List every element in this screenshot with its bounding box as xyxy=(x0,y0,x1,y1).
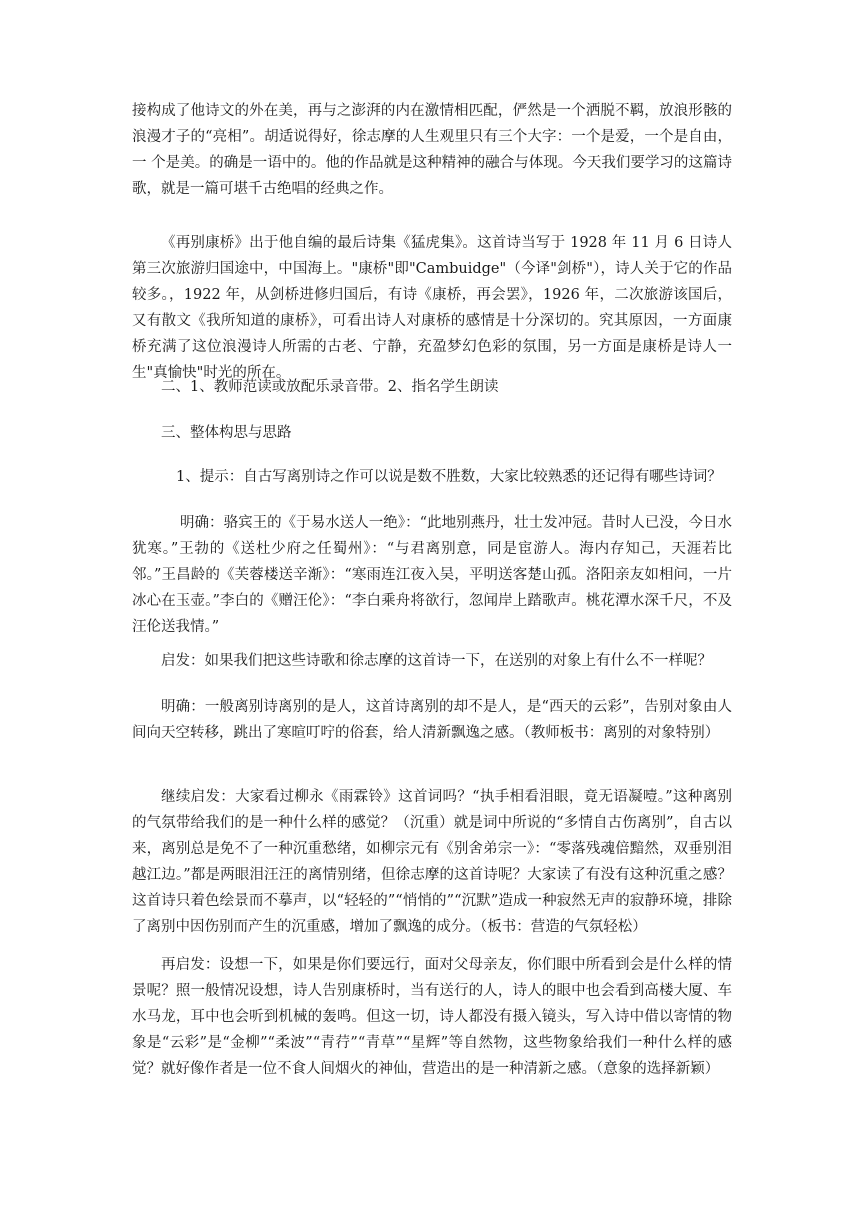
paragraph-step-two: 二、1、教师范读或放配乐录音带。2、指名学生朗读 xyxy=(161,379,499,395)
paragraph-intro-continued: 接构成了他诗文的外在美，再与之澎湃的内在激情相匹配，俨然是一个洒脱不羁，放浪形骸的浪漫才子的“亮相”。胡适说得好，徐志摩的人生观里只有三个大字：一个是爱，一个是自由，一 个是美。的确是一语中的。他的作品就是这种精神的融合与体现。今天我们要学习的这篇诗歌，就是一篇可堪千古绝唱的经典之作。 xyxy=(132,103,732,197)
paragraph-background: 《再别康桥》出于他自编的最后诗集《猛虎集》。这首诗当写于 1928 年 11 月 6 日诗人第三次旅游归国途中，中国海上。"康桥"即"Cambuidge"（今译"剑桥"），诗人关于它的作品较多。，1922 年，从剑桥进修归国后，有诗《康桥，再会罢》，1926 年，二次旅游该国后，又有散文《我所知道的康桥》，可看出诗人对康桥的感情是十分深切的。究其原因，一方面康桥充满了这位浪漫诗人所需的古老、宁静，充盈梦幻色彩的氛围，另一方面是康桥是诗人一生"真愉快"时光的所在。 xyxy=(132,235,732,381)
paragraph-re-inspire: 再启发：设想一下，如果是你们要远行，面对父母亲友，你们眼中所看到会是什么样的情景呢？照一般情况设想，诗人告别康桥时，当有送行的人，诗人的眼中也会看到高楼大厦、车水马龙，耳中也会听到机械的轰鸣。但这一切，诗人都没有摄入镜头，写入诗中借以寄情的物象是“云彩”是“金柳”“柔波”“青荇”“青草”“星辉”等自然物，这些物象给我们一种什么样的感觉？就好像作者是一位不食人间烟火的神仙，营造出的是一种清新之感。（意象的选择新颖） xyxy=(132,957,732,1077)
paragraph-clarify-poems: 明确：骆宾王的《于易水送人一绝》：“此地别燕丹，壮士发冲冠。昔时人已没，今日水犹寒。”王勃的《送杜少府之任蜀州》：“与君离别意，同是宦游人。海内存知己，天涯若比邻。”王昌龄的《芙蓉楼送辛渐》：“寒雨连江夜入吴，平明送客楚山孤。洛阳亲友如相问，一片冰心在玉壶。”李白的《赠汪伦》：“李白乘舟将欲行，忽闻岸上踏歌声。桃花潭水深千尺，不及汪伦送我情。” xyxy=(132,515,732,635)
paragraph-prompt: 1、提示：自古写离别诗之作可以说是数不胜数，大家比较熟悉的还记得有哪些诗词？ xyxy=(176,469,722,485)
paragraph-continue-inspire: 继续启发：大家看过柳永《雨霖铃》这首词吗？“执手相看泪眼，竟无语凝噎。”这种离别的气氛带给我们的是一种什么样的感觉？（沉重）就是词中所说的“多情自古伤离别”，自古以来，离别总是免不了一种沉重愁绪，如柳宗元有《别舍弟宗一》：“零落残魂倍黯然，双垂别泪越江边。”都是两眼泪汪汪的离情别绪，但徐志摩的这首诗呢？大家读了有没有这种沉重之感？这首诗只着色绘景而不摹声，以“轻轻的”“悄悄的”“沉默”造成一种寂然无声的寂静环境，排除了离别中因伤别而产生的沉重感，增加了飘逸的成分。（板书：营造的气氛轻松） xyxy=(132,789,732,935)
paragraph-inspire: 启发：如果我们把这些诗歌和徐志摩的这首诗一下，在送别的对象上有什么不一样呢？ xyxy=(161,653,712,669)
section-heading-structure: 三、整体构思与思路 xyxy=(161,425,292,441)
paragraph-clarify-object: 明确：一般离别诗离别的是人，这首诗离别的却不是人，是“西天的云彩”，告别对象由人间向天空转移，跳出了寒暄叮咛的俗套，给人清新飘逸之感。（教师板书：离别的对象特别） xyxy=(132,699,732,741)
